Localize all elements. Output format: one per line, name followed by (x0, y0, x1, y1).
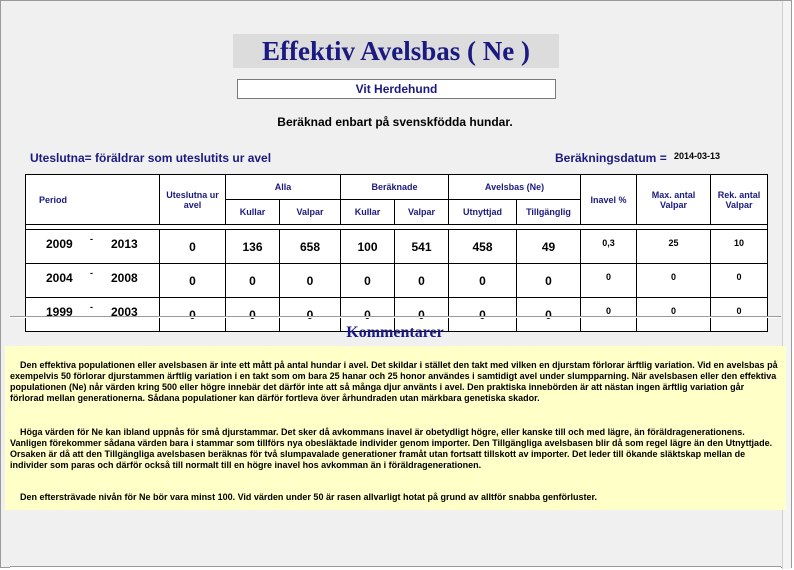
period-from: 2009 (46, 237, 73, 251)
header-breeding-base: Avelsbas (Ne) (449, 175, 581, 200)
breed-name-field: Vit Herdehund (237, 79, 556, 99)
all-puppies-value: 0 (280, 264, 341, 298)
header-calc-puppies: Valpar (395, 200, 449, 225)
period-cell (26, 230, 160, 264)
calc-puppies-value: 0 (395, 264, 449, 298)
period-cell (26, 264, 160, 298)
inbreeding-value: 0 (581, 264, 637, 298)
page-title: Effektiv Avelsbas ( Ne ) (233, 34, 559, 68)
header-all: Alla (226, 175, 341, 200)
rec-puppies-value: 0 (711, 298, 768, 332)
max-puppies-value: 0 (637, 264, 711, 298)
all-litters-value: 0 (226, 298, 280, 332)
all-litters-value: 136 (226, 230, 280, 264)
period-to: 2003 (111, 305, 138, 319)
inbreeding-value: 0,3 (581, 230, 637, 264)
excluded-value: 0 (160, 230, 226, 264)
excluded-value: 0 (160, 264, 226, 298)
period-to: 2013 (111, 237, 138, 251)
all-puppies-value: 658 (280, 230, 341, 264)
calc-puppies-value: 0 (395, 298, 449, 332)
period-dash: - (90, 302, 93, 312)
excluded-definition: Uteslutna= föräldrar som uteslutits ur avel (30, 151, 272, 165)
comment-paragraph: Höga värden för Ne kan ibland uppnås för små djurstammar. Det sker då avkommans inavel är obetydligt högre, eller kanske till och med lägre, än föräldragenerationens. Vanligen förekommer sådana värden bara i stammar som tillförs nya obesläktade individer genom importer. Den Tillgängliga avelsbasen blir då som regel lägre än den Utnyttjade. Orsaken är då att den Tillgängliga avelsbasen beräknas för två slumpavalade generationer framåt utan fortsatt tillskott av importer. Det leder till ökande släktskap mellan de individer som paras och därför också till normalt till en högre inavel hos avkomman än i föräldragenerationen. (10, 427, 773, 470)
period-to: 2008 (111, 271, 138, 285)
calculation-note: Beräknad enbart på svenskfödda hundar. (277, 115, 513, 129)
calc-litters-value: 100 (341, 230, 395, 264)
max-puppies-value: 25 (637, 230, 711, 264)
header-inbreeding: Inavel % (581, 175, 637, 225)
calc-litters-value: 0 (341, 264, 395, 298)
excluded-value: 0 (160, 298, 226, 332)
utilized-value: 0 (449, 264, 517, 298)
period-dash: - (90, 234, 93, 244)
calc-litters-value: 0 (341, 298, 395, 332)
header-available: Tillgänglig (517, 200, 581, 225)
all-puppies-value: 0 (280, 298, 341, 332)
available-value: 0 (517, 264, 581, 298)
inbreeding-value: 0 (581, 298, 637, 332)
all-litters-value: 0 (226, 264, 280, 298)
calc-date-label: Beräkningsdatum = (555, 151, 667, 165)
table-row (26, 264, 768, 298)
header-max-puppies: Max. antal Valpar (637, 175, 711, 225)
header-all-puppies: Valpar (280, 200, 341, 225)
utilized-value: 458 (449, 230, 517, 264)
calc-date-value: 2014-03-13 (674, 151, 721, 161)
header-calc-litters: Kullar (341, 200, 395, 225)
period-from: 2004 (46, 271, 73, 285)
breeding-base-table (25, 174, 768, 332)
comment-paragraph: Den eftersträvade nivån för Ne bör vara minst 100. Vid värden under 50 är rasen allvarligt hotat på grund av alltför snabba genförluster. (20, 492, 598, 502)
comments-title: Kommentarer (346, 324, 444, 341)
utilized-value: 0 (449, 298, 517, 332)
calc-puppies-value: 541 (395, 230, 449, 264)
period-dash: - (90, 268, 93, 278)
bottom-divider (10, 566, 781, 568)
available-value: 49 (517, 230, 581, 264)
header-utilized: Utnyttjad (449, 200, 517, 225)
header-excluded: Uteslutna ur avel (160, 175, 226, 225)
section-divider (10, 316, 781, 318)
header-calculated: Beräknade (341, 175, 449, 200)
comments-box (5, 346, 786, 510)
available-value: 0 (517, 298, 581, 332)
header-all-litters: Kullar (226, 200, 280, 225)
rec-puppies-value: 0 (711, 264, 768, 298)
max-puppies-value: 0 (637, 298, 711, 332)
comment-paragraph: Den effektiva populationen eller avelsbasen är inte ett mått på antal hundar i avel. Det skildar i stället den takt med vilken en djurstam förlorar ärftlig variation. Vid en avelsbas på exempelvis 50 förlorar djurstammen ärftlig variation i en takt som om bara 25 hanar och 25 honor användes i samtidigt avel under slumpparning. När avelsbasen eller den effektiva populationen (Ne) når värden kring 500 eller högre innebär det därför inte att så många djur använts i avel. Den praktiska innebörden är att nästan ingen ärftlig variation går förlorad mellan generationerna. Sådana populationer kan därför fortleva över århundraden utan märkbara genetiska skador. (10, 360, 778, 403)
table-row (26, 230, 768, 264)
header-rec-puppies: Rek. antal Valpar (711, 175, 768, 225)
period-from: 1999 (46, 305, 73, 319)
header-period: Period (26, 175, 160, 225)
rec-puppies-value: 10 (711, 230, 768, 264)
